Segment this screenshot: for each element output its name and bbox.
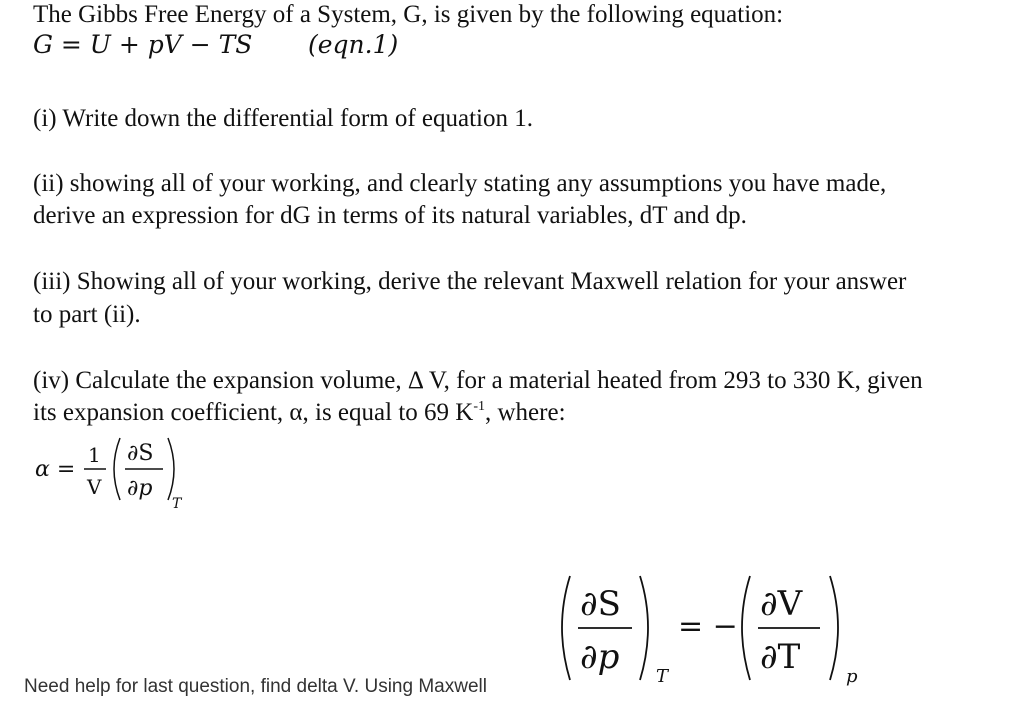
alpha-formula: [30, 432, 210, 512]
question-part-3-line-1: (iii) Showing all of your working, derive the relevant Maxwell relation for your answer: [33, 268, 907, 295]
unit-exponent: -1: [473, 399, 485, 414]
equation-label: (eqn.1): [308, 30, 399, 59]
where-text: , where:: [485, 399, 566, 426]
alpha-partial-denominator: ∂p: [127, 476, 153, 501]
alpha-partial-numerator: ∂S: [127, 441, 154, 466]
alpha-lhs: α =: [35, 457, 76, 482]
intro-text: The Gibbs Free Energy of a System, G, is given by the following equation:: [33, 1, 784, 28]
maxwell-right-numerator: ∂V: [760, 584, 803, 624]
maxwell-equals: = −: [678, 609, 738, 644]
alpha-value-text: its expansion coefficient, α, is equal to 69 K: [33, 399, 474, 426]
maxwell-right-close-paren: [830, 576, 838, 680]
caption-text: Need help for last question, find delta V. Using Maxwell: [24, 676, 487, 697]
maxwell-right-open-paren: [742, 576, 750, 680]
maxwell-left-subscript: T: [656, 666, 669, 687]
question-part-3-line-2: to part (ii).: [33, 301, 141, 328]
gibbs-equation: G = U + pV − TS: [33, 30, 253, 59]
alpha-right-paren: [168, 438, 174, 500]
question-part-2-line-1: (ii) showing all of your working, and clearly stating any assumptions you have made,: [33, 170, 887, 197]
maxwell-relation: [550, 570, 910, 690]
maxwell-left-close-paren: [640, 576, 648, 680]
maxwell-left-open-paren: [562, 576, 570, 680]
coef-numerator: 1: [88, 443, 101, 467]
question-part-4-line-2: [33, 398, 566, 432]
coef-denominator: V: [87, 475, 102, 499]
alpha-left-paren: [114, 438, 120, 500]
alpha-subscript: T: [172, 496, 182, 512]
question-part-4-line-1: (iv) Calculate the expansion volume, Δ V, for a material heated from 293 to 330 K, given: [33, 367, 923, 394]
maxwell-left-numerator: ∂S: [580, 584, 621, 624]
question-part-2-line-2: derive an expression for dG in terms of its natural variables, dT and dp.: [33, 202, 747, 229]
question-part-1: (i) Write down the differential form of equation 1.: [33, 105, 533, 132]
maxwell-right-denominator: ∂T: [760, 637, 801, 677]
maxwell-right-subscript: p: [846, 666, 858, 687]
maxwell-left-denominator: ∂p: [580, 637, 620, 677]
